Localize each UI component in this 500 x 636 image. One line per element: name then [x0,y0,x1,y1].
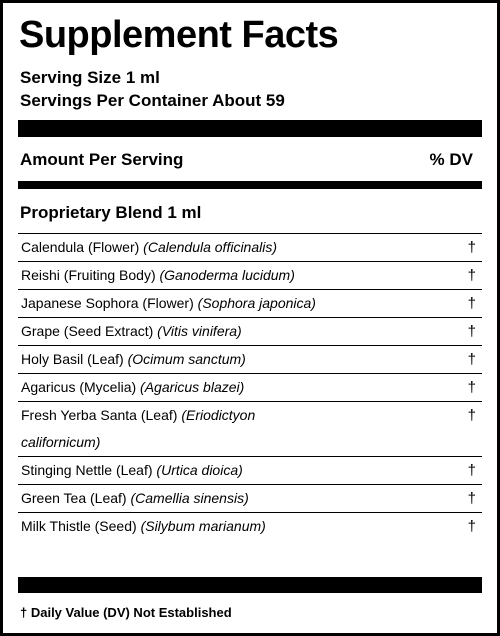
ingredient-name: Fresh Yerba Santa (Leaf) [21,407,178,423]
serving-size: Serving Size 1 ml [20,68,160,87]
ingredient-row [18,262,482,290]
ingredient-name: Japanese Sophora (Flower) [21,295,194,311]
dv-dagger: † [467,351,476,368]
ingredient-latin-name: (Ocimum sanctum) [127,351,246,367]
dv-dagger: † [467,518,476,535]
ingredient-latin-name: (Urtica dioica) [156,462,243,478]
ingredient-name: Stinging Nettle (Leaf) [21,462,153,478]
ingredient-latin-name: (Vitis vinifera) [157,323,242,339]
thick-divider-top [18,120,482,137]
ingredient-name: Grape (Seed Extract) [21,323,154,339]
ingredient-latin-name: (Agaricus blazei) [140,379,245,395]
ingredient-row [18,318,482,346]
ingredient-name: Green Tea (Leaf) [21,490,127,506]
ingredient-latin-name: (Sophora japonica) [197,295,316,311]
ingredient-row [18,346,482,374]
dv-dagger: † [467,295,476,312]
ingredient-name: Agaricus (Mycelia) [21,379,137,395]
ingredient-latin-name: (Eriodictyon californicum) [21,407,256,450]
ingredient-list [18,233,482,540]
daily-value-header: % DV [429,150,473,169]
ingredient-latin-name: (Calendula officinalis) [143,239,278,255]
dv-dagger: † [467,267,476,284]
amount-per-serving-header: Amount Per Serving [20,150,184,169]
ingredient-row [18,374,482,402]
thick-divider-bottom [18,577,482,593]
daily-value-footnote: † Daily Value (DV) Not Established [20,605,232,620]
ingredient-latin-name: (Ganoderma lucidum) [159,267,295,283]
ingredient-row [18,402,482,457]
ingredient-row [18,290,482,318]
dv-dagger: † [467,462,476,479]
ingredient-row [18,485,482,513]
servings-per-container: Servings Per Container About 59 [20,91,285,110]
proprietary-blend-heading: Proprietary Blend 1 ml [20,203,202,222]
ingredient-name: Holy Basil (Leaf) [21,351,124,367]
dv-dagger: † [467,407,476,424]
dv-dagger: † [467,323,476,340]
ingredient-latin-name: (Silybum marianum) [140,518,266,534]
ingredient-name: Calendula (Flower) [21,239,140,255]
ingredient-row [18,513,482,540]
dv-dagger: † [467,490,476,507]
ingredient-row [18,234,482,262]
ingredient-name: Reishi (Fruiting Body) [21,267,156,283]
medium-divider [18,181,482,189]
ingredient-row [18,457,482,485]
dv-dagger: † [467,239,476,256]
ingredient-latin-name: (Camellia sinensis) [130,490,249,506]
ingredient-name: Milk Thistle (Seed) [21,518,137,534]
panel-title: Supplement Facts [19,14,339,56]
dv-dagger: † [467,379,476,396]
